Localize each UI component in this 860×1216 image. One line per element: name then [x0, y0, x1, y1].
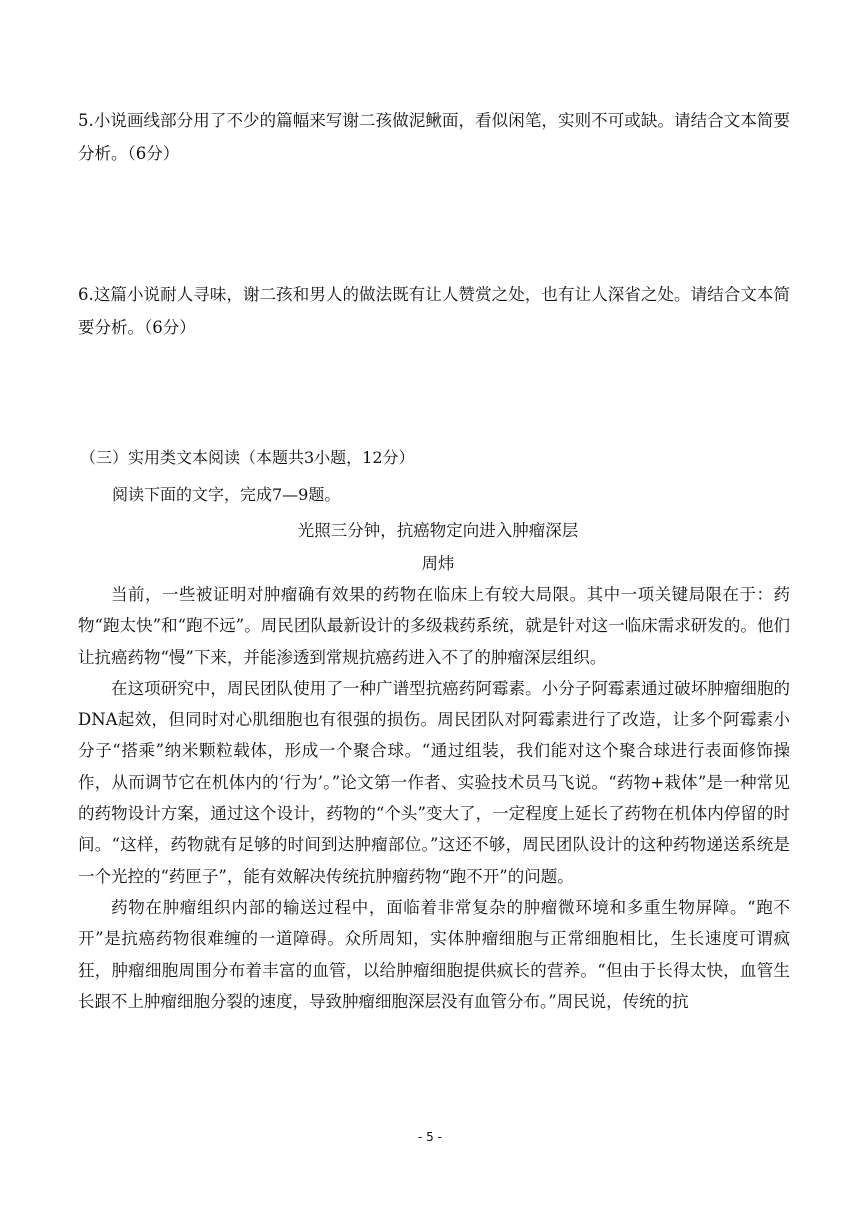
question-5: 5.小说画线部分用了不少的篇幅来写谢二孩做泥鳅面，看似闲笔，实则不可或缺。请结合文本简要分析。（6分）: [78, 111, 790, 163]
article-paragraph: 当前，一些被证明对肿瘤确有效果的药物在临床上有较大局限。其中一项关键局限在于：药物“跑太快”和“跑不远”。周民团队最新设计的多级栽药系统，就是针对这一临床需求研发的。他们让抗癌药物“慢”下来，并能渗透到常规抗癌药进入不了的肿瘤深层组织。: [78, 585, 790, 667]
question-6: 6.这篇小说耐人寻味，谢二孩和男人的做法既有让人赞赏之处，也有让人深省之处。请结合文本简要分析。（6分）: [78, 285, 790, 337]
article-body: [78, 579, 790, 1017]
section-instruction: 阅读下面的文字，完成7—9题。: [112, 485, 341, 504]
article-paragraph: 药物在肿瘤组织内部的输送过程中，面临着非常复杂的肿瘤微环境和多重生物屏障。“跑不开”是抗癌药物很难缠的一道障碍。众所周知，实体肿瘤细胞与正常细胞相比，生长速度可谓疯狂，肿瘤细胞周围分布着丰富的血管，以给肿瘤细胞提供疯长的营养。“但由于长得太快，血管生长跟不上肿瘤细胞分裂的速度，导致肿瘤细胞深层没有血管分布。”周民说，传统的抗: [78, 897, 790, 1011]
article-title: 光照三分钟，抗癌物定向进入肿瘤深层: [297, 521, 579, 540]
article-paragraph: 在这项研究中，周民团队使用了一种广谱型抗癌药阿霉素。小分子阿霉素通过破坏肿瘤细胞的DNA起效，但同时对心肌细胞也有很强的损伤。周民团队对阿霉素进行了改造，让多个阿霉素小分子“搭乘”纳米颗粒载体，形成一个聚合球。“通过组装，我们能对这个聚合球进行表面修饰操作，从而调节它在机体内的‘行为’。”论文第一作者、实验技术员马飞说。“药物+栽体”是一种常见的药物设计方案，通过这个设计，药物的“个头”变大了，一定程度上延长了药物在机体内停留的时间。“这样，药物就有足够的时间到达肿瘤部位。”这还不够，周民团队设计的这种药物递送系统是一个光控的“药匣子”，能有效解决传统抗肿瘤药物“跑不开”的问题。: [78, 678, 790, 886]
section-heading: （三）实用类文本阅读（本题共3小题，12分）: [80, 448, 415, 467]
article-author: 周炜: [421, 554, 455, 573]
page-number: - 5 -: [418, 1130, 442, 1144]
